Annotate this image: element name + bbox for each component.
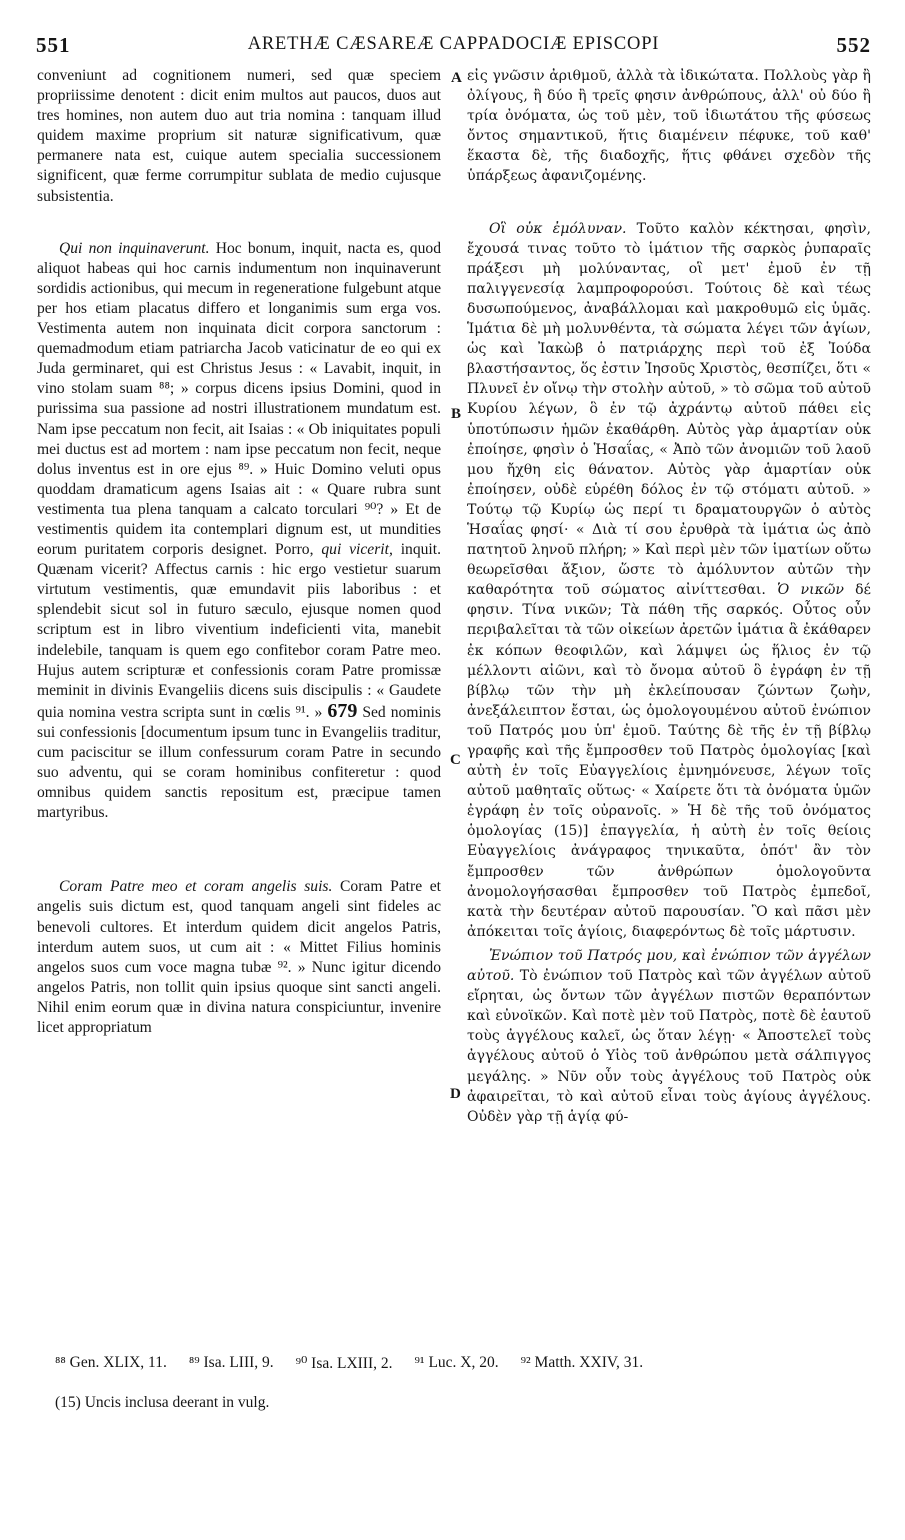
greek-paragraph-3: Ἐνώπιον τοῦ Πατρός μου, καὶ ἐνώπιον τῶν ἀγγέλων αὐτοῦ. Τὸ ἐνώπιον τοῦ Πατρὸς καὶ τῶν ἀγγέλων αὐτοῦ εἴρηται, ὡς ὄντων τῶν ἀγγέλων πιστῶν θεραπόντων καὶ εὐνοϊκῶν. Καὶ ποτὲ μὲν τοῦ Πατρὸς, ποτὲ δὲ ἑαυτοῦ τοὺς ἀγγέλους καλεῖ, ὡς ὅταν λέγῃ· « Ἀποστελεῖ τοὺς ἀγγέλους αὐτοῦ ὁ Υἱὸς τοῦ ἀνθρώπου μετὰ σάλπιγγος μεγάλης. » Νῦν οὖν τοὺς ἀγγέλους τοῦ Πατρὸς οὐκ ἀφαιρεῖται, τὸ καὶ αὐτοῦ εἶναι τοὺς ἁγίους ἀγγέλους. Οὐδὲν γὰρ τῇ ἁγίᾳ φύ- bbox=[467, 947, 871, 1125]
greek-lemma-3: Ἐνώπιον τοῦ Πατρός μου, καὶ ἐνώπιον τῶν ἀγγέλων αὐτοῦ. bbox=[467, 947, 871, 985]
greek-lemma-2: Ὁ νικῶν bbox=[777, 582, 844, 599]
editorial-note-15: (15) Uncis inclusa deerant in vulg. bbox=[55, 1394, 270, 1411]
footnote-91: ⁹¹ Luc. X, 20. bbox=[414, 1354, 499, 1371]
running-title: ARETHÆ CÆSAREÆ CAPPADOCIÆ EPISCOPI bbox=[247, 34, 660, 54]
greek-column bbox=[467, 66, 871, 1127]
greek-paragraph-1: εἰς γνῶσιν ἀριθμοῦ, ἀλλὰ τὰ ἰδικώτατα. Πολλοὺς γὰρ ἢ ὀλίγους, ἢ δύο ἢ τρεῖς φησιν ἀνθρώπους, ἀλλ' οὐ δύο ἢ τρία ὀνόματα, ὡς τοῦ μὲν, τοῦ ἰδιωτάτου τῆς φύσεως ὄντος σημαντικοῦ, ἥτις διαμένειν πέφυκε, τοῦ καθ' ἕκαστα δὲ, τῆς διαδοχῆς, ἥτις φθάνει σχεδὸν τῆς ὑπάρξεως ἀφανιζομένης. bbox=[467, 68, 871, 185]
right-page-number: 552 bbox=[836, 33, 871, 57]
footnote-89: ⁸⁹ Isa. LIII, 9. bbox=[188, 1354, 274, 1371]
left-page-number: 551 bbox=[36, 33, 71, 57]
running-header bbox=[36, 33, 871, 59]
footnote-90: ⁹⁰ Isa. LXIII, 2. bbox=[295, 1355, 393, 1372]
column-number: 679 bbox=[327, 699, 358, 722]
latin-column bbox=[37, 66, 441, 1038]
footnote-92: ⁹² Matth. XXIV, 31. bbox=[520, 1354, 644, 1371]
latin-paragraph-1: conveniunt ad cognitionem numeri, sed quæ speciem propriissime denotent : dicit enim multos aut paucos, duos aut tres homines, non autem duo aut tria nomina : tanquam illud quidem maxime proprium sit naturæ significativum, quæ permanere nata est, cuique autem specialia successionem significent, quæ ferme corrumpitur sublata de medio cujusque subsistentia. bbox=[37, 67, 441, 205]
latin-lemma-2: qui vicerit, bbox=[321, 541, 393, 559]
latin-paragraph-2: Qui non inquinaverunt. Hoc bonum, inquit, nacta es, quod aliquot habeas qui hoc carnis indumentum non inquinaverunt sordidis actionibus, qui mecum in regeneratione fulgebunt atque per hos etiam placatus differo et longanimis sum erga vos. Vestimenta autem non inquinata dicit corpora sanctorum : quemadmodum etiam patriarcha Jacob vaticinatur de eo qui ex Juda germinaret, qui est Christus Jesus : « Lavabit, inquit, in vino stolam suam ⁸⁸; » corpus dicens ipsius Domini, quod in purissima sua passione ad nostri illustrationem mundatum est. Nam ipse peccatum non fecit, ait Isaias : « Ob iniquitates populi mei ductus est ad mortem : nam ipse peccatum non fecit, neque dolus inventus est in ore ejus ⁸⁹. » Huic Domino veluti opus quoddam dramaticum agens Isaias ait : « Quare rubra sunt vestimenta tua plena tanquam a calcato torculari ⁹⁰? » Et de vestimentis quidem ita contemplari dignum est, ut mundities eorum puritatem corporis designet. Porro, qui vicerit, inquit. Quænam vicerit? Affectus carnis : hic ergo vestietur suarum virtutum vestimentis, quæ emundavit piis laboribus : et splendebit sicut sol in futuro sæculo, ejusque nomen quod scriptum est in libro viventium indeficienti vita, manebit indelebile, tanquam is quem ego confitebor coram Patre meo. Hujus autem scripturæ et confessionis coram Patre promissæ meminit in divinis Evangeliis dicens suis discipulis : « Gaudete quia nomina vestra scripta sunt in cœlis ⁹¹. » 679 Sed nominis sui confessionis [documentum ipsum tunc in Evangeliis traditur, cum paciscitur se illum confessurum coram Patre in secundo suo adventu, qui se coram hominibus confiteretur : quod omnibus quidem sanctis repositum est, præcipue tamen martyribus. bbox=[37, 239, 441, 822]
margin-marker-b: B bbox=[451, 406, 462, 422]
scripture-footnotes bbox=[55, 1354, 875, 1373]
margin-marker-a: A bbox=[451, 70, 462, 86]
greek-lemma: Οἳ οὐκ ἐμόλυναν. bbox=[489, 220, 627, 237]
latin-paragraph-3: Coram Patre meo et coram angelis suis. Coram Patre et angelis suis dictum est, quod tanquam angeli sint fideles ac benevoli cultores. Et interdum quidem dicit angelos Patris, interdum autem suos, ut cum ait : « Mittet Filius hominis angelos suos cum voce magna tubæ ⁹². » Nunc igitur dicendo angelos Patris, non tollit quin ipsius quoque sint sancti angeli. Nihil enim eorum quæ in divina natura conspiciuntur, invenire licet appropriatum bbox=[37, 878, 441, 1037]
latin-lemma: Qui non inquinaverunt. bbox=[59, 239, 210, 257]
latin-lemma-3: Coram Patre meo et coram angelis suis. bbox=[59, 878, 333, 896]
margin-marker-d: D bbox=[450, 1086, 461, 1102]
greek-paragraph-2: Οἳ οὐκ ἐμόλυναν. Τοῦτο καλὸν κέκτησαι, φησὶν, ἔχουσά τινας τοῦτο τὸ ἱμάτιον τῆς σαρκὸς ῥυπαραῖς πράξεσι μὴ μολύναντας, οἳ μετ' ἐμοῦ ἐν τῇ παλιγγενεσίᾳ λαμπροφορούσι. Τούτοις δὲ καὶ τέως δυσωπούμενος, ἀναβάλλομαι καὶ μακροθυμῶ εἰς ὑμᾶς. Ἱμάτια δὲ μὴ μολυνθέντα, τὰ σώματα λέγει τῶν ἁγίων, ὡς καὶ Ἰακὼβ ὁ πατριάρχης περὶ τοῦ ἐξ Ἰούδα βλαστήσαντος, ὅς ἐστιν Ἰησοῦς Χριστὸς, θεσπίζει, ὅτι « Πλυνεῖ ἐν οἴνῳ τὴν στολὴν αὐτοῦ, » τὸ σῶμα τοῦ αὐτοῦ Κυρίου λέγων, ὃ ἐν τῷ ἀχράντῳ αὐτοῦ πάθει εἰς ὑποτύπωσιν ἡμῶν ἐκαθάρθη. Αὐτὸς γὰρ ἁμαρτίαν οὐκ ἐποίησε, φησὶν ὁ Ἡσαΐας, « Ἀπὸ τῶν ἀνομιῶν τοῦ λαοῦ μου ἤχθη εἰς θάνατον. Αὐτὸς γὰρ ἁμαρτίαν οὐκ ἐποίησεν, οὐδὲ εὑρέθη δόλος ἐν τῷ στόματι αὐτοῦ. » Τούτῳ τῷ Κυρίῳ ὡς περί τι δραματουργῶν ὁ αὐτὸς Ἡσαΐας φησί· « Διὰ τί σου ἐρυθρὰ τὰ ἱμάτια ὡς ἀπὸ πατητοῦ ληνοῦ πλήρη; » Καὶ περὶ μὲν τῶν ἱματίων οὕτω θεωρεῖσθαι ἄξιον, ὥστε τὸ ἀμόλυντον αὐτῶν τὴν καθαρότητα τοῦ σώματος αἰνίττεσθαι. Ὁ νικῶν δέ φησιν. Τίνα νικῶν; Τὰ πάθη τῆς σαρκός. Οὗτος οὖν περιβαλεῖται τὰ τῶν οἰκείων ἀρετῶν ἱμάτια ἃ ἐκάθαρεν ἐκ κόπων θεοφιλῶν, καὶ λάμψει ὡς ἥλιος ἐν τῷ μέλλοντι αἰῶνι, καὶ τὸ ὄνομα αὐτοῦ ὃ ἐγράφη ἐν τῇ βίβλῳ τῶν τὴν μὴ ἐκλείπουσαν ζώντων ζωὴν, ἀνεξάλειπτον ἔσται, ὡς ὁμολογουμένου αὐτοῦ ἐνώπιον τοῦ Πατρός μου ὑπ' ἐμοῦ. Ταύτης δὲ τῆς ἐν τῇ βίβλῳ γραφῆς καὶ τῆς ἔμπροσθεν τοῦ Πατρὸς ὁμολογίας [καὶ αὐτὴ ἐν τοῖς Εὐαγγελίοις ἐμνημόνευσε, λέγων τοῖς αὐτοῦ μαθηταῖς οὕτως· « Χαίρετε ὅτι τὰ ὀνόματα ὑμῶν ἐγράφη ἐν τοῖς οὐρανοῖς. » Ἡ δὲ τῆς τοῦ ὀνόματος ὁμολογίας (15)] ἐπαγγελία, ἡ αὐτὴ ἐν τοῖς θείοις Εὐαγγελίοις ἀνάγραφος τηνικαῦτα, ὁπότ' ἂν τὸν ἔμπροσθεν τῶν ἀνθρώπων ὁμολογοῦντα ἀνομολογήσασθαι ἔμπροσθεν τοῦ Πατρὸς ἐμπεδοῖ, κατὰ τὴν δευτέραν αὐτοῦ παρουσίαν. Ὃ καὶ πᾶσι μὲν ἀπόκειται τοῖς ἁγίοις, διαφερόντως δὲ τοῖς μάρτυσιν. bbox=[467, 220, 871, 940]
footnote-88: ⁸⁸ Gen. XLIX, 11. bbox=[55, 1354, 167, 1371]
margin-marker-c: C bbox=[450, 752, 461, 768]
